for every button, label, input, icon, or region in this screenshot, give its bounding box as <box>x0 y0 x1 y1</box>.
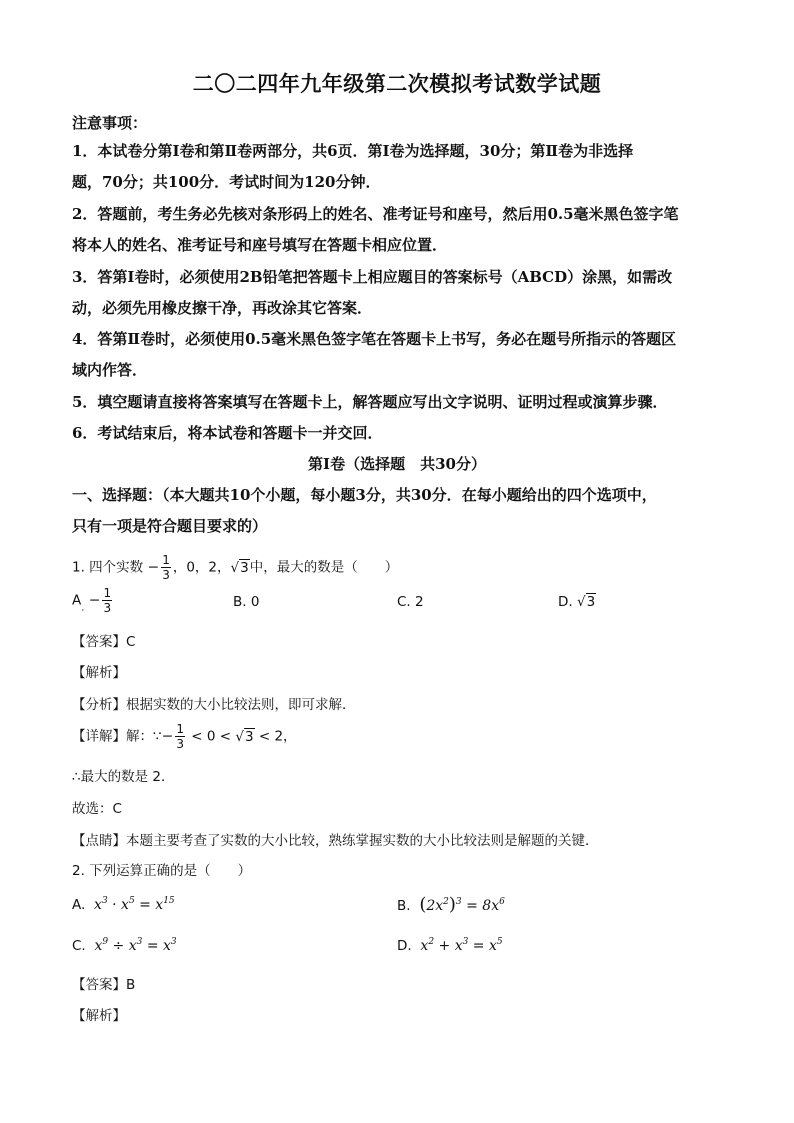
notice-line: 域内作答． <box>72 361 148 379</box>
q1-mid: ，0，2， <box>172 559 231 576</box>
notice-line: 1．本试卷分第Ⅰ卷和第Ⅱ卷两部分，共6页．第Ⅰ卷为选择题，30分；第Ⅱ卷为非选择 <box>72 142 634 160</box>
q1-analysis-tag: 【解析】 <box>72 665 126 681</box>
q1-fenxi: 【分析】根据实数的大小比较法则，即可求解． <box>72 697 356 713</box>
notice-line: 3．答第Ⅰ卷时，必须使用2B铅笔把答题卡上相应题目的答案标号（ABCD）涂黑，如需改 <box>72 268 673 286</box>
q1-choose: 故选：C <box>72 801 122 817</box>
section-title: 第Ⅰ卷（选择题 共30分） <box>308 455 486 473</box>
q1-option-b: B. 0 <box>233 594 260 610</box>
q1-option-c: C. 2 <box>397 594 424 610</box>
sqrt-three: √3 <box>230 559 249 576</box>
q1-prefix: 1. 四个实数 <box>72 559 144 576</box>
q1-option-d: D. √3 <box>558 594 596 610</box>
q2-formula-a: $x^3 \cdot x^5 = x^{15}$ <box>89 896 175 913</box>
q2-formula-c: $x^9 \div x^3 = x^3$ <box>90 937 177 954</box>
q1-conclusion: ∴最大的数是 2． <box>72 769 175 785</box>
q2-answer: 【答案】B <box>72 977 136 993</box>
fraction-one-third: $\frac{1}{3}$ <box>162 553 170 582</box>
q2-option-a: A. $x^3 \cdot x^5 = x^{15}$ <box>72 896 175 913</box>
q2-formula-b: $(2x^2)^3 = 8x^6$ <box>419 894 505 915</box>
notice-line: 2．答题前，考生务必先核对条形码上的姓名、准考证号和座号，然后用0.5毫米黑色签字笔 <box>72 205 679 223</box>
sqrt-three: √3 <box>576 594 596 610</box>
section-instruction: 只有一项是符合题目要求的） <box>72 517 268 535</box>
fraction-one-third: $\frac{1}{3}$ <box>176 722 184 751</box>
question-1-prompt <box>72 553 398 582</box>
page-title: 二〇二四年九年级第二次模拟考试数学试题 <box>192 71 602 96</box>
q2-analysis-tag: 【解析】 <box>72 1008 126 1024</box>
section-instruction: 一、选择题：（本大题共10个小题，每小题3分，共30分．在每小题给出的四个选项中， <box>72 486 657 504</box>
notice-line: 6．考试结束后，将本试卷和答题卡一并交回． <box>72 424 383 442</box>
sqrt-three: √3 <box>235 728 254 745</box>
q1-option-a: $A_.$ − $\frac{1}{3}$ <box>72 586 112 615</box>
q2-formula-d: $x^2 + x^3 = x^5$ <box>415 937 503 954</box>
minus-sign: − <box>147 559 160 576</box>
notice-line: 4．答第Ⅱ卷时，必须使用0.5毫米黑色签字笔在答题卡上书写，务必在题号所指示的答题区 <box>72 330 677 348</box>
notice-heading: 注意事项： <box>72 114 148 132</box>
notice-line: 题，70分；共100分．考试时间为120分钟． <box>72 173 381 191</box>
fraction-one-third: $\frac{1}{3}$ <box>103 586 112 615</box>
notice-line: 5．填空题请直接将答案填写在答题卡上，解答题应写出文字说明、证明过程或演算步骤． <box>72 393 668 411</box>
q1-comment: 【点睛】本题主要考查了实数的大小比较，熟练掌握实数的大小比较法则是解题的关键． <box>72 833 599 849</box>
q1-answer: 【答案】C <box>72 634 136 650</box>
q2-option-c: C. $x^9 \div x^3 = x^3$ <box>72 937 177 954</box>
q1-detail: 【详解】解：∵− $\frac{1}{3}$ < 0 < √3 < 2， <box>72 722 297 751</box>
question-2-prompt: 2. 下列运算正确的是（ ） <box>72 863 252 879</box>
notice-line: 将本人的姓名、准考证号和座号填写在答题卡相应位置． <box>72 236 448 254</box>
q2-option-b: B. $(2x^2)^3 = 8x^6$ <box>397 894 505 915</box>
q2-option-d: D. $x^2 + x^3 = x^5$ <box>397 937 503 954</box>
notice-line: 动，必须先用橡皮擦干净，再改涂其它答案． <box>72 299 373 317</box>
q1-suffix: 中，最大的数是（ ） <box>249 559 399 576</box>
